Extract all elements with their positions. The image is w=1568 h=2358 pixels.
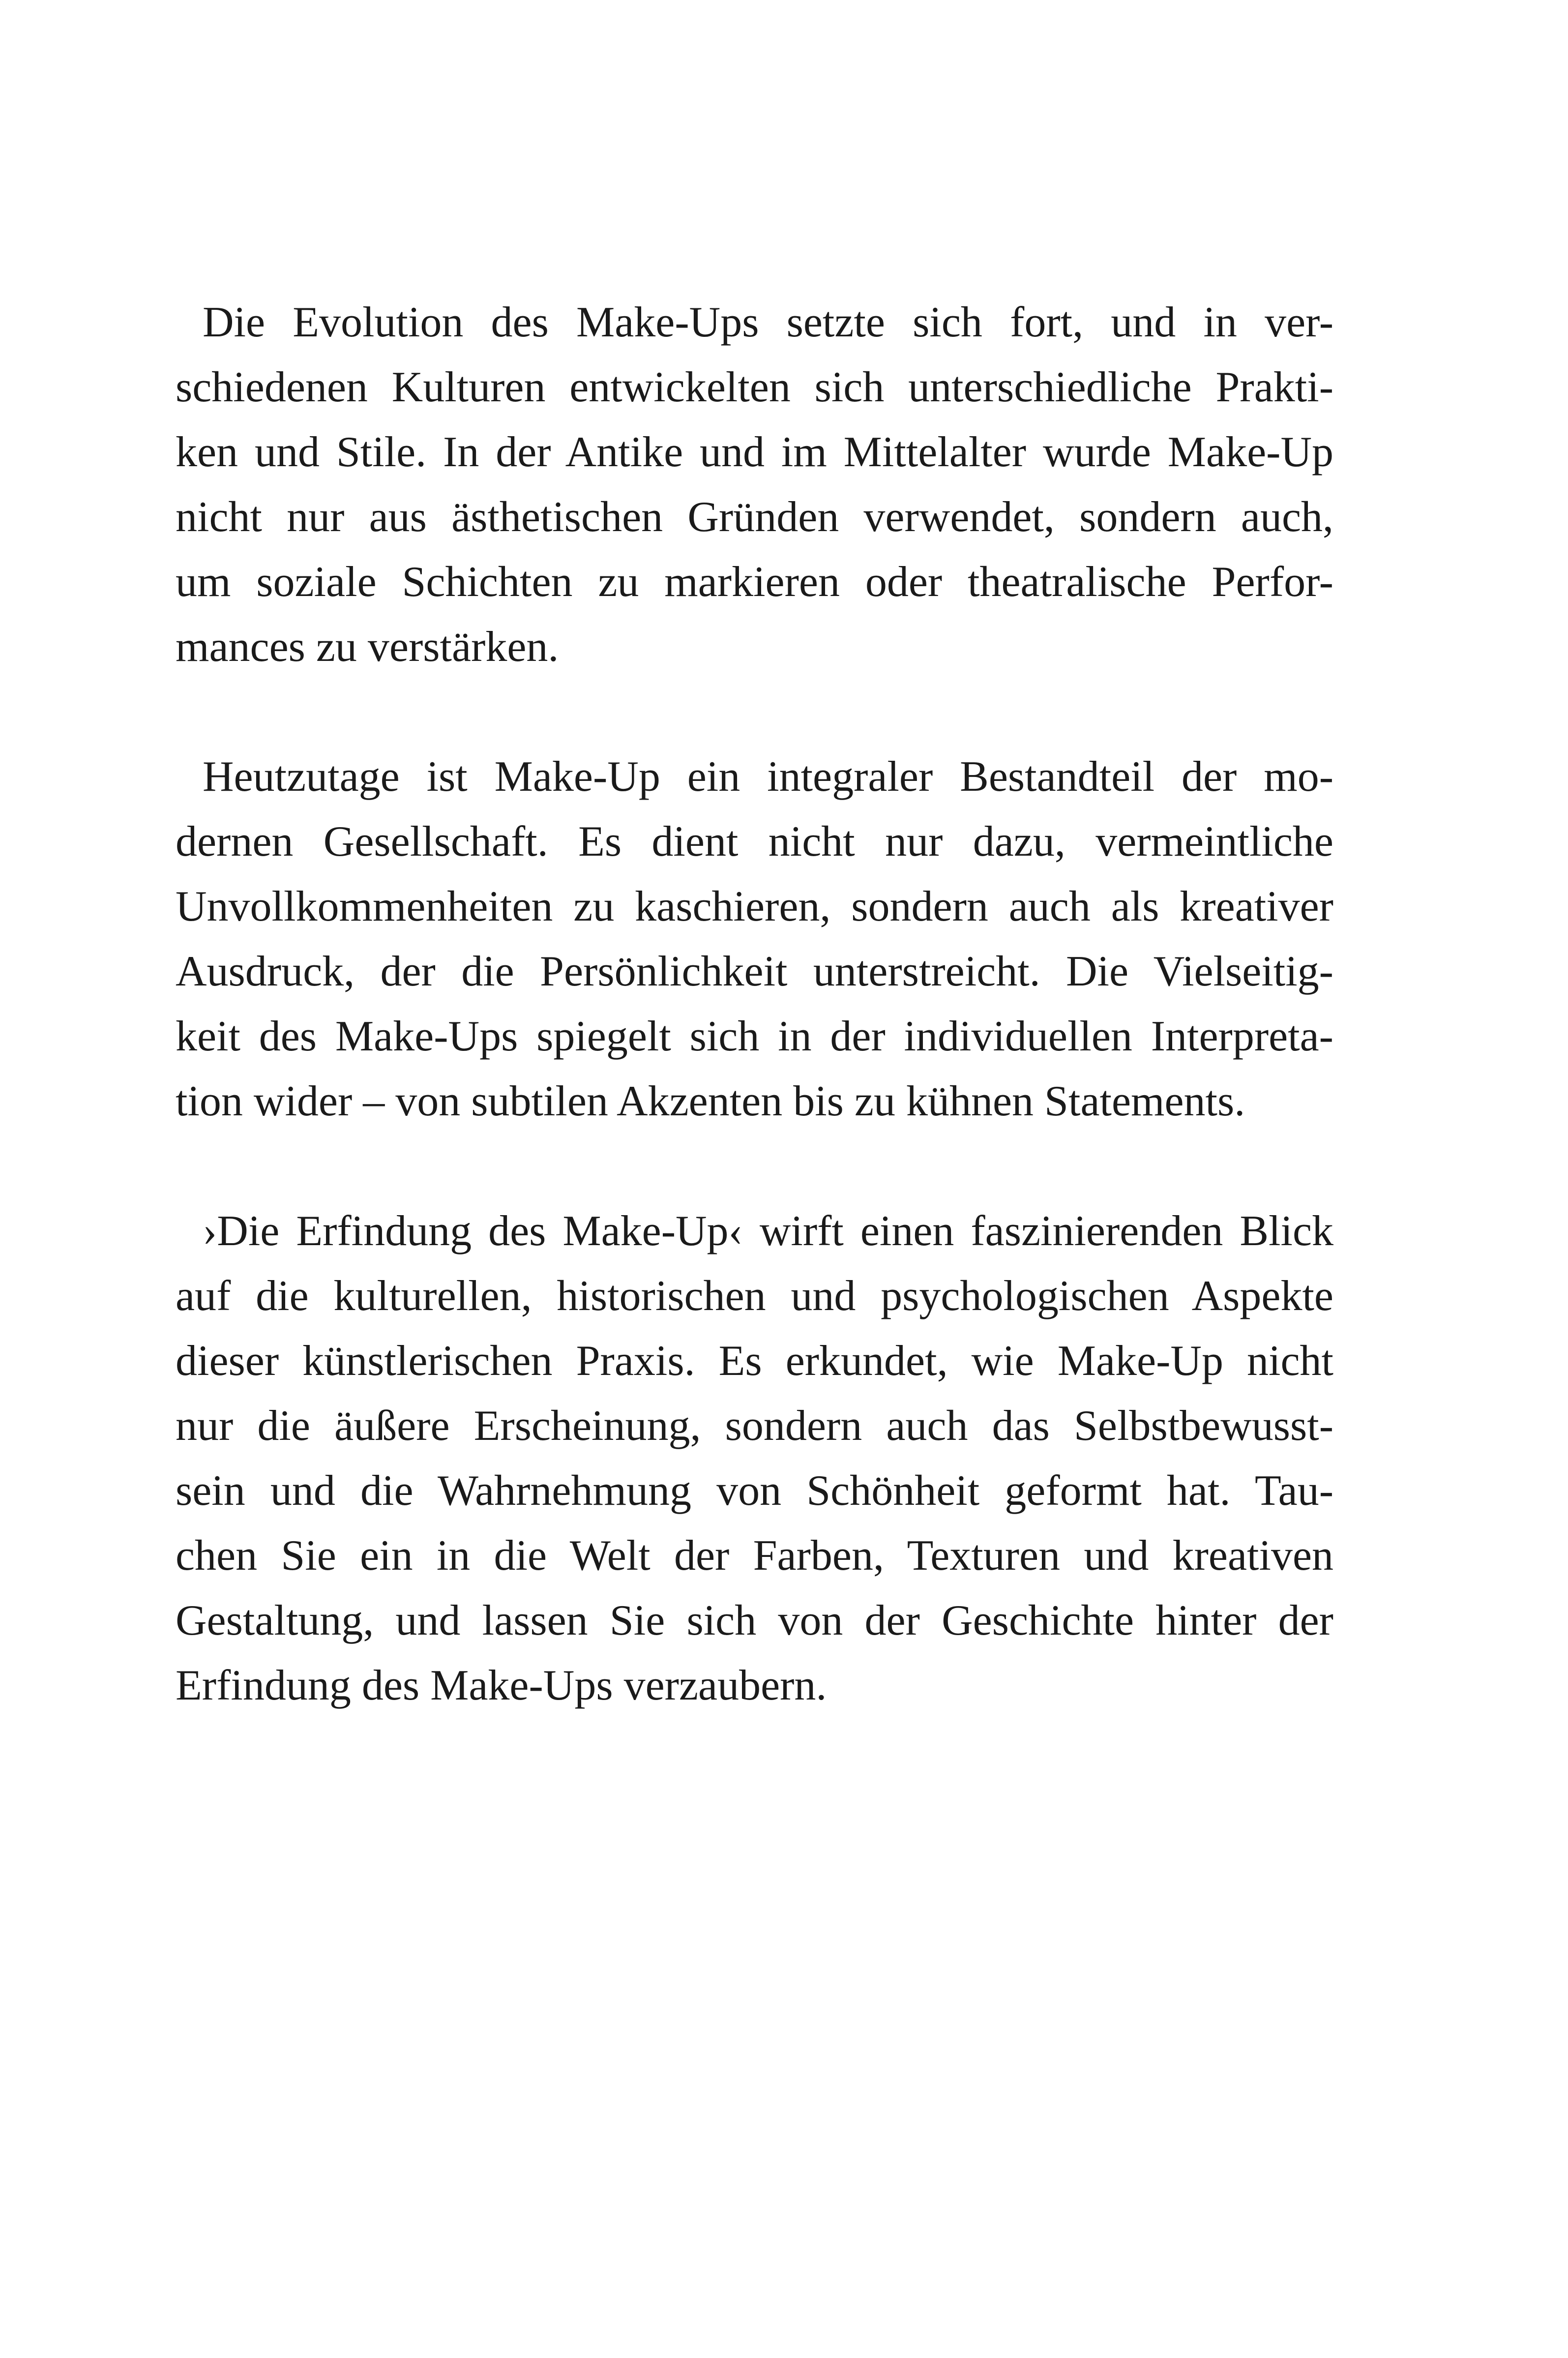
text-line: auf die kulturellen, historischen und psychologischen Aspekte	[176, 1272, 1333, 1320]
text-line: keit des Make-Ups spiegelt sich in der individuellen Interpreta-	[176, 1013, 1333, 1060]
paragraph-3	[176, 1199, 1333, 1718]
text-line: dieser künstlerischen Praxis. Es erkundet, wie Make-Up nicht	[176, 1337, 1333, 1385]
text-line: mances zu verstärken.	[176, 623, 559, 671]
text-line: Heutzutage ist Make-Up ein integraler Bestandteil der mo-	[203, 753, 1333, 801]
text-line: Gestaltung, und lassen Sie sich von der Geschichte hinter der	[176, 1597, 1333, 1644]
text-line: Erfindung des Make-Ups verzaubern.	[176, 1662, 827, 1709]
text-line: tion wider – von subtilen Akzenten bis zu kühnen Statements.	[176, 1077, 1245, 1125]
text-line: dernen Gesellschaft. Es dient nicht nur dazu, vermeintliche	[176, 818, 1333, 866]
body-text	[176, 290, 1333, 1718]
text-line: Unvollkommenheiten zu kaschieren, sondern auch als kreativer	[176, 883, 1333, 930]
text-line: Die Evolution des Make-Ups setzte sich fort, und in ver-	[203, 298, 1333, 346]
text-line: Ausdruck, der die Persönlichkeit unterstreicht. Die Vielseitig-	[176, 948, 1333, 995]
text-line: nur die äußere Erscheinung, sondern auch das Selbstbewusst-	[176, 1402, 1333, 1450]
text-line: chen Sie ein in die Welt der Farben, Texturen und kreativen	[176, 1532, 1333, 1580]
text-line: ›Die Erfindung des Make-Up‹ wirft einen faszinierenden Blick	[203, 1207, 1333, 1255]
text-line: schiedenen Kulturen entwickelten sich unterschiedliche Prakti-	[176, 363, 1333, 411]
text-line: nicht nur aus ästhetischen Gründen verwendet, sondern auch,	[176, 493, 1333, 541]
text-line: sein und die Wahrnehmung von Schönheit geformt hat. Tau-	[176, 1467, 1333, 1515]
text-line: um soziale Schichten zu markieren oder theatralische Perfor-	[176, 558, 1333, 606]
paragraph-2	[176, 745, 1333, 1134]
text-line: ken und Stile. In der Antike und im Mittelalter wurde Make-Up	[176, 428, 1333, 476]
paragraph-1	[176, 290, 1333, 680]
